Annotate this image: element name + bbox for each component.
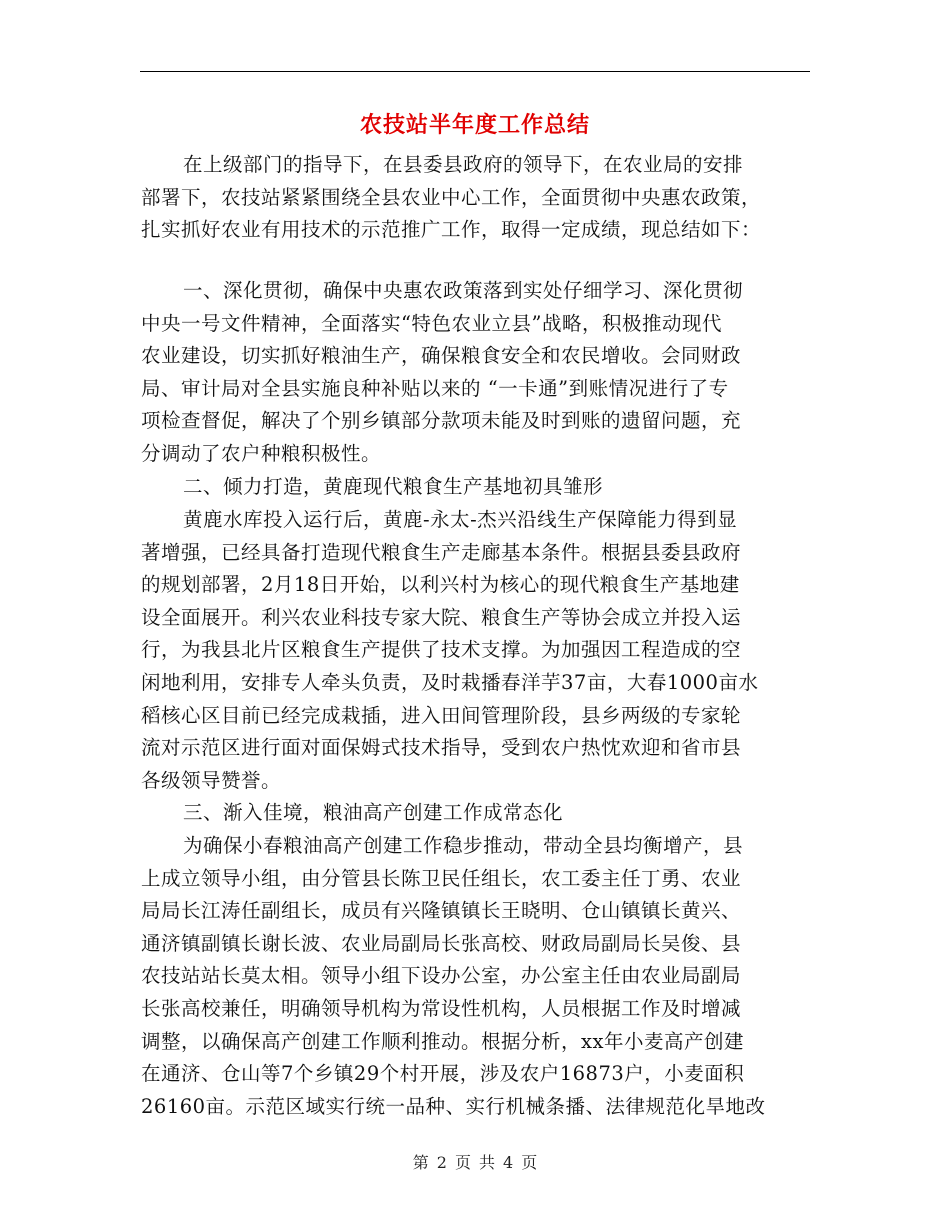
section-three-heading bbox=[141, 797, 801, 830]
text-line: 一、深化贯彻，确保中央惠农政策落到实处仔细学习、深化贯彻 bbox=[183, 279, 744, 302]
text-line: 的规划部署，2月18日开始，以利兴村为核心的现代粮食生产基地建 bbox=[141, 573, 740, 597]
header-rule bbox=[140, 71, 810, 72]
text-line: 农业建设，切实抓好粮油生产，确保粮食安全和农民增收。会同财政 bbox=[141, 344, 742, 368]
intro-paragraph bbox=[141, 149, 801, 247]
text-line: 农技站站长莫太相。领导小组下设办公室，办公室主任由农业局副局 bbox=[141, 964, 742, 988]
text-line: 黄鹿水库投入运行后，黄鹿-永太-杰兴沿线生产保障能力得到显 bbox=[183, 508, 738, 531]
section-two-paragraph bbox=[141, 504, 801, 797]
text-line: 通济镇副镇长谢长波、农业局副局长张高校、财政局副局长吴俊、县 bbox=[141, 931, 742, 955]
text-line: 三、渐入佳境，粮油高产创建工作成常态化 bbox=[183, 801, 564, 824]
text-line: 行，为我县北片区粮食生产提供了技术支撑。为加强因工程造成的空 bbox=[141, 638, 742, 662]
text-line: 扎实抓好农业有用技术的示范推广工作，取得一定成绩，现总结如下： bbox=[141, 218, 762, 242]
section-one-paragraph bbox=[141, 275, 801, 471]
page-word: 页 bbox=[454, 1153, 471, 1172]
section-three-paragraph bbox=[141, 830, 801, 1123]
page-number: 2 bbox=[436, 1153, 447, 1172]
text-line: 为确保小春粮油高产创建工作稳步推动，带动全县均衡增产，县 bbox=[183, 834, 744, 857]
text-line: 分调动了农户种粮积极性。 bbox=[141, 441, 382, 465]
total-pages: 4 bbox=[503, 1153, 514, 1172]
section-two-heading bbox=[141, 471, 801, 504]
text-line: 稻核心区目前已经完成栽插，进入田间管理阶段，县乡两级的专家轮 bbox=[141, 703, 742, 727]
text-line: 调整，以确保高产创建工作顺利推动。根据分析，xx年小麦高产创建 bbox=[141, 1029, 744, 1053]
text-line: 中央一号文件精神，全面落实“特色农业立县”战略，积极推动现代 bbox=[141, 311, 722, 335]
text-line: 26160亩。示范区域实行统一品种、实行机械条播、法律规范化旱地改 bbox=[141, 1094, 766, 1118]
text-line: 闲地利用，安排专人牵头负责，及时栽播春洋芋37亩，大春1000亩水 bbox=[141, 670, 759, 694]
text-line: 著增强，已经具备打造现代粮食生产走廊基本条件。根据县委县政府 bbox=[141, 540, 742, 564]
text-line: 二、倾力打造，黄鹿现代粮食生产基地初具雏形 bbox=[183, 475, 604, 498]
text-line: 在上级部门的指导下，在县委县政府的领导下，在农业局的安排 bbox=[183, 153, 744, 176]
text-line: 流对示范区进行面对面保姆式技术指导，受到农户热忱欢迎和省市县 bbox=[141, 736, 742, 760]
text-line: 设全面展开。利兴农业科技专家大院、粮食生产等协会成立并投入运 bbox=[141, 605, 742, 629]
text-line: 长张高校兼任，明确领导机构为常设性机构，人员根据工作及时增减 bbox=[141, 996, 742, 1020]
total-prefix: 共 bbox=[479, 1153, 496, 1172]
text-line: 局、审计局对全县实施良种补贴以来的 “一卡通”到账情况进行了专 bbox=[141, 376, 729, 400]
document-title: 农技站半年度工作总结 bbox=[359, 112, 590, 138]
total-word: 页 bbox=[521, 1153, 538, 1172]
text-line: 在通济、仓山等7个乡镇29个村开展，涉及农户16873户，小麦面积 bbox=[141, 1062, 745, 1086]
text-line: 各级领导赞誉。 bbox=[141, 768, 282, 792]
text-line: 上成立领导小组，由分管县长陈卫民任组长，农工委主任丁勇、农业 bbox=[141, 866, 742, 890]
text-line: 项检查督促，解决了个别乡镇部分款项未能及时到账的遗留问题，充 bbox=[141, 409, 742, 433]
page-footer bbox=[0, 1152, 950, 1174]
text-line: 部署下，农技站紧紧围绕全县农业中心工作，全面贯彻中央惠农政策， bbox=[141, 185, 762, 209]
page-prefix: 第 bbox=[412, 1153, 429, 1172]
text-line: 局局长江涛任副组长，成员有兴隆镇镇长王晓明、仓山镇镇长黄兴、 bbox=[141, 899, 742, 923]
